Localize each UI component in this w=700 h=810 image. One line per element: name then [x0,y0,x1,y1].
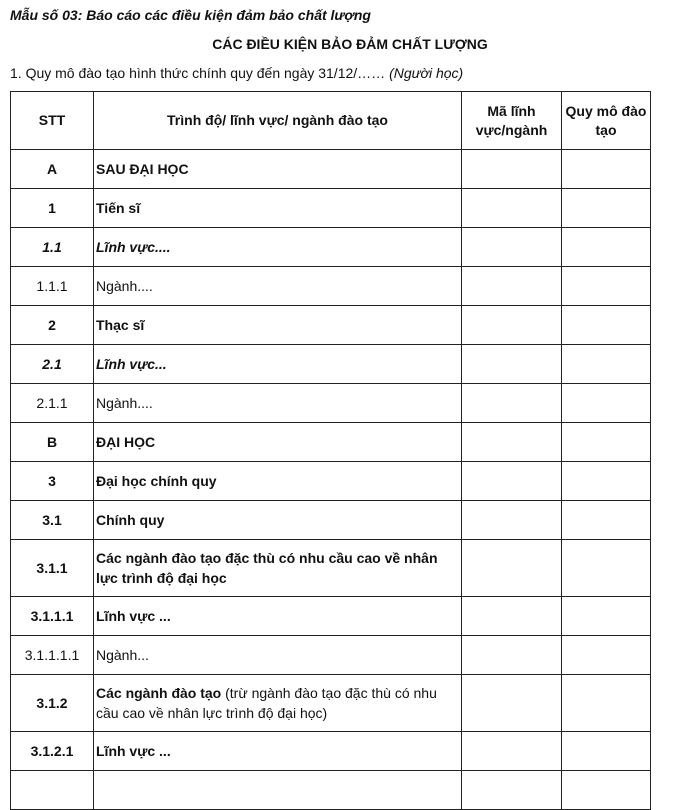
row-scale [562,189,651,228]
table-row [11,150,651,189]
document-title: CÁC ĐIỀU KIỆN BẢO ĐẢM CHẤT LƯỢNG [212,36,488,52]
row-code [462,501,562,540]
row-name [94,771,462,810]
row-stt: 3.1 [11,501,94,540]
row-scale [562,732,651,771]
row-name: Thạc sĩ [94,306,462,345]
row-stt: 1.1.1 [11,267,94,306]
row-scale [562,345,651,384]
row-code [462,228,562,267]
row-code [462,384,562,423]
table-row [11,228,651,267]
row-scale [562,501,651,540]
row-scale [562,267,651,306]
row-scale [562,150,651,189]
row-stt: B [11,423,94,462]
row-name: Lĩnh vực.... [94,228,462,267]
table-row [11,462,651,501]
table-row [11,267,651,306]
subtitle-note: (Người học) [389,65,464,81]
row-name: Các ngành đào tạo đặc thù có nhu cầu cao về nhân lực trình độ đại học [94,540,462,597]
row-scale [562,462,651,501]
row-name: Lĩnh vực... [94,345,462,384]
row-scale [562,636,651,675]
row-scale [562,597,651,636]
row-code [462,636,562,675]
form-heading: Mẫu số 03: Báo cáo các điều kiện đảm bảo chất lượng [10,7,371,23]
row-stt: 3.1.1 [11,540,94,597]
table-row [11,771,651,810]
row-code [462,597,562,636]
row-code [462,150,562,189]
row-scale [562,423,651,462]
row-code [462,189,562,228]
header-program: Trình độ/ lĩnh vực/ ngành đào tạo [94,92,462,150]
table-row [11,423,651,462]
row-stt: 3.1.2.1 [11,732,94,771]
row-name-bold: Các ngành đào tạo [96,685,222,701]
header-scale: Quy mô đào tạo [562,92,651,150]
section-subtitle [10,65,463,81]
row-stt: A [11,150,94,189]
row-scale [562,540,651,597]
row-name: Ngành.... [94,267,462,306]
row-name-note: (trừ ngành đào tạo đặc thù có nhu cầu cao về nhân lực trình độ đại học) [96,685,437,721]
row-stt: 3.1.1.1 [11,597,94,636]
row-code [462,306,562,345]
row-stt: 3 [11,462,94,501]
row-code [462,423,562,462]
row-scale [562,228,651,267]
table-row [11,345,651,384]
row-scale [562,771,651,810]
row-stt: 2 [11,306,94,345]
row-scale [562,384,651,423]
table-row [11,189,651,228]
row-stt: 2.1.1 [11,384,94,423]
header-code: Mã lĩnh vực/ngành [462,92,562,150]
row-stt: 3.1.1.1.1 [11,636,94,675]
row-name: Lĩnh vực ... [94,732,462,771]
table-row [11,636,651,675]
row-code [462,540,562,597]
row-name: Tiến sĩ [94,189,462,228]
row-name [94,675,462,732]
row-code [462,345,562,384]
table-row [11,732,651,771]
row-stt: 1 [11,189,94,228]
table-row [11,540,651,597]
row-name: Lĩnh vực ... [94,597,462,636]
row-name: ĐẠI HỌC [94,423,462,462]
table-row [11,597,651,636]
table-row [11,675,651,732]
row-name: SAU ĐẠI HỌC [94,150,462,189]
row-name: Chính quy [94,501,462,540]
subtitle-text: 1. Quy mô đào tạo hình thức chính quy đến ngày 31/12/…… [10,65,386,81]
row-scale [562,306,651,345]
row-scale [562,675,651,732]
row-stt: 3.1.2 [11,675,94,732]
row-stt: 2.1 [11,345,94,384]
row-stt [11,771,94,810]
row-name: Đại học chính quy [94,462,462,501]
row-name: Ngành.... [94,384,462,423]
row-code [462,771,562,810]
table-row [11,306,651,345]
row-code [462,732,562,771]
table-header-row [11,92,651,150]
row-code [462,267,562,306]
row-stt: 1.1 [11,228,94,267]
row-code [462,462,562,501]
training-scale-table [10,91,651,810]
table-row [11,384,651,423]
header-stt: STT [11,92,94,150]
table-row [11,501,651,540]
row-name: Ngành... [94,636,462,675]
row-code [462,675,562,732]
